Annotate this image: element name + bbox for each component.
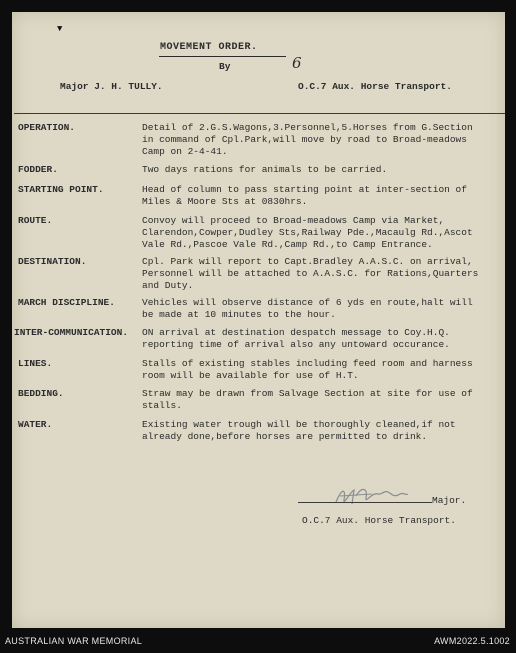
recipient: O.C.7 Aux. Horse Transport. — [298, 81, 452, 92]
section-label-fodder: FODDER. — [18, 164, 58, 175]
punch-mark-icon: ▼ — [57, 24, 63, 34]
document-page — [12, 12, 505, 628]
section-text-inter-communication: ON arrival at destination despatch message to Coy.H.Q. reporting time of arrival also any untoward occurance. — [142, 327, 450, 350]
section-text-route: Convoy will proceed to Broad-meadows Camp via Market, Clarendon,Cowper,Dudley Sts,Railway Pde.,Macaulg Rd.,Ascot Vale Rd.,Pascoe Vale Rd.,Camp Rd.,to Camp Entrance. — [142, 215, 473, 250]
section-text-lines: Stalls of existing stables including feed room and harness room will be available for use of H.T. — [142, 358, 473, 381]
order-number: 6 — [292, 54, 302, 72]
section-text-operation: Detail of 2.G.S.Wagons,3.Personnel,5.Horses from G.Section in command of Cpl.Park,will move by road to Broad-meadows Camp on 2-4-41. — [142, 122, 473, 157]
section-text-march-discipline: Vehicles will observe distance of 6 yds en route,halt will be made at 10 minutes to the hour. — [142, 297, 473, 320]
sender: Major J. H. TULLY. — [60, 81, 163, 92]
section-label-operation: OPERATION. — [18, 122, 76, 133]
document-title: MOVEMENT ORDER. — [160, 42, 258, 53]
section-text-fodder: Two days rations for animals to be carried. — [142, 164, 388, 175]
signature-line — [298, 502, 432, 503]
section-label-destination: DESTINATION. — [18, 256, 87, 267]
section-label-inter-communication: INTER-COMMUNICATION. — [14, 327, 129, 338]
section-label-march-discipline: MARCH DISCIPLINE. — [18, 297, 115, 308]
footer-accession-number: AWM2022.5.1002 — [434, 636, 510, 646]
footer-collection: AUSTRALIAN WAR MEMORIAL — [5, 636, 143, 646]
section-label-starting-point: STARTING POINT. — [18, 184, 104, 195]
section-label-water: WATER. — [18, 419, 53, 430]
handwritten-signature — [332, 482, 410, 508]
section-label-bedding: BEDDING. — [18, 388, 64, 399]
section-label-lines: LINES. — [18, 358, 53, 369]
title-underline — [159, 56, 286, 57]
section-label-route: ROUTE. — [18, 215, 53, 226]
header-divider — [14, 113, 505, 114]
section-text-water: Existing water trough will be thoroughly cleaned,if not already done,before horses are permitted to drink. — [142, 419, 456, 442]
signature-rank: Major. — [432, 495, 467, 506]
section-text-starting-point: Head of column to pass starting point at inter-section of Miles & Moore Sts at 0830hrs. — [142, 184, 467, 207]
by-label: By — [219, 61, 231, 72]
section-text-destination: Cpl. Park will report to Capt.Bradley A.A.S.C. on arrival, Personnel will be attached to A.A.S.C. for Rations,Quarters and Duty. — [142, 256, 479, 291]
section-text-bedding: Straw may be drawn from Salvage Section at site for use of stalls. — [142, 388, 473, 411]
signature-unit: O.C.7 Aux. Horse Transport. — [302, 515, 456, 526]
